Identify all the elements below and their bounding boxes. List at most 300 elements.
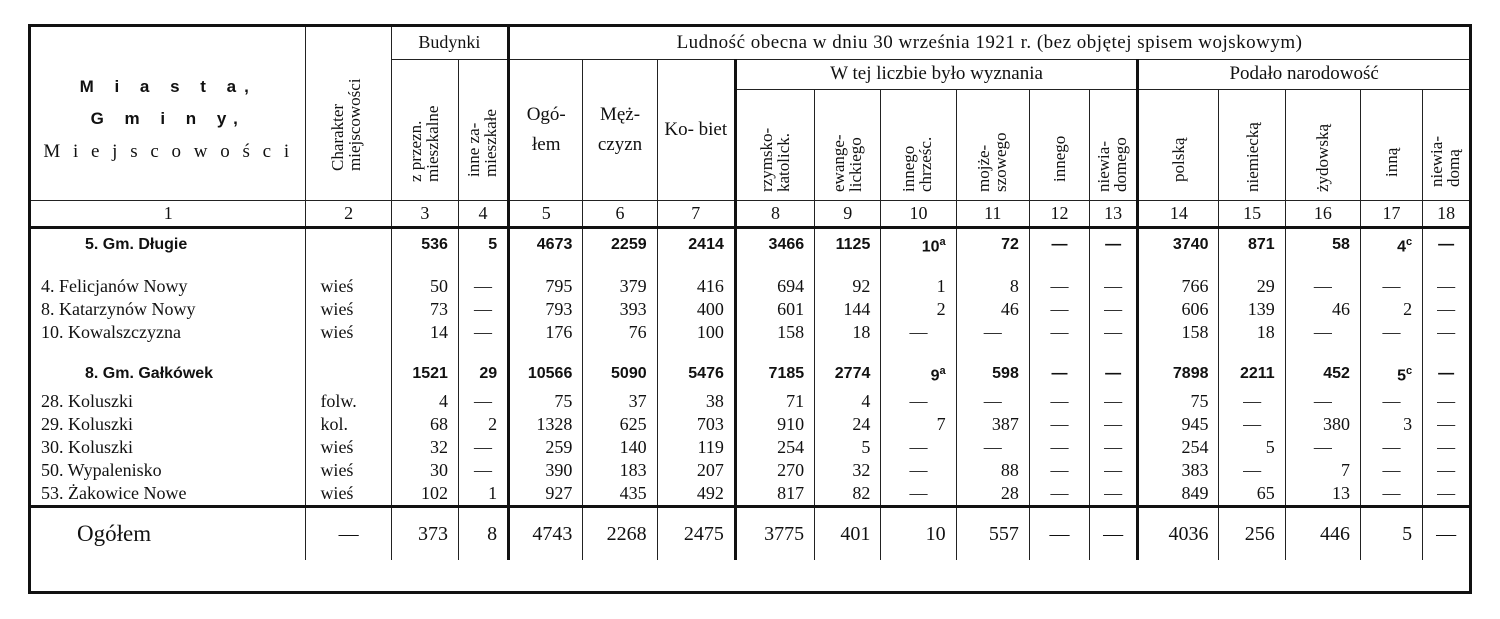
cell-col14 <box>1138 298 1219 321</box>
cell-col6 <box>583 506 657 560</box>
cell-col6 <box>583 413 657 436</box>
row-kind: wieś <box>306 436 391 459</box>
cell-col5 <box>509 227 583 261</box>
spacer-cell <box>1219 344 1285 358</box>
cell-col4 <box>458 506 508 560</box>
cell-value: 606 <box>1181 299 1209 319</box>
spacer-cell <box>881 261 956 275</box>
footnote-marker: c <box>1406 235 1413 248</box>
table-row <box>31 436 1469 459</box>
spacer-cell <box>1423 344 1469 358</box>
cell-col12 <box>1029 227 1089 261</box>
spacer-cell <box>956 344 1029 358</box>
row-name: 8. Gm. Gałkówek <box>85 364 214 382</box>
header-narodowosc: Podało narodowość <box>1138 59 1469 89</box>
cell-col11 <box>956 358 1029 390</box>
cell-col9 <box>815 436 881 459</box>
cell-col14 <box>1138 506 1219 560</box>
cell-col12 <box>1029 275 1089 298</box>
cell-col15 <box>1219 482 1285 507</box>
cell-col5 <box>509 390 583 413</box>
cell-col3 <box>391 298 458 321</box>
cell-value: 5476 <box>688 364 724 382</box>
spacer-cell <box>1029 261 1089 275</box>
cell-col9 <box>815 482 881 507</box>
row-kind: wieś <box>306 459 391 482</box>
cell-col15 <box>1219 321 1285 344</box>
cell-value: — <box>1382 460 1401 480</box>
cell-col5 <box>509 358 583 390</box>
header-col11: mojże- szowego <box>956 89 1029 200</box>
cell-value: — <box>1382 322 1401 342</box>
cell-col10 <box>881 436 956 459</box>
spacer-cell <box>509 344 583 358</box>
table-body <box>31 227 1469 560</box>
cell-col15 <box>1219 506 1285 560</box>
row-name: 10. Kowalszczyzna <box>41 322 181 342</box>
cell-col5 <box>509 459 583 482</box>
spacer-cell <box>1285 344 1360 358</box>
header-col4: inne za- mieszkałe <box>458 59 508 200</box>
cell-col16 <box>1285 459 1360 482</box>
cell-value: — <box>1103 522 1124 545</box>
cell-col4 <box>458 227 508 261</box>
cell-col13 <box>1090 436 1138 459</box>
cell-col7 <box>657 459 735 482</box>
cell-value: — <box>983 322 1002 342</box>
cell-col17 <box>1360 275 1422 298</box>
cell-value: 2774 <box>834 364 871 382</box>
cell-col17 <box>1360 459 1422 482</box>
row-kind: wieś <box>306 298 391 321</box>
cell-col4 <box>458 321 508 344</box>
cell-value: 259 <box>545 437 573 457</box>
spacer-cell <box>1138 261 1219 275</box>
cell-col7 <box>657 298 735 321</box>
cell-col17 <box>1360 298 1422 321</box>
cell-col13 <box>1090 413 1138 436</box>
cell-value: — <box>1104 299 1123 319</box>
cell-col17 <box>1360 390 1422 413</box>
cell-col10 <box>881 321 956 344</box>
cell-col16 <box>1285 321 1360 344</box>
cell-col16 <box>1285 506 1360 560</box>
cell-col18 <box>1423 482 1469 507</box>
cell-value: 401 <box>840 522 871 545</box>
cell-col18 <box>1423 227 1469 261</box>
cell-value: 817 <box>777 483 805 503</box>
cell-value: 492 <box>696 483 724 503</box>
spacer-cell <box>509 261 583 275</box>
cell-value: — <box>1437 437 1456 457</box>
cell-value: 9 <box>930 367 940 385</box>
cell-value: 10 <box>925 522 946 545</box>
cell-value: — <box>1313 276 1332 296</box>
cell-col14 <box>1138 436 1219 459</box>
spacer-cell <box>31 344 306 358</box>
cell-col3 <box>391 321 458 344</box>
header-col17: inną <box>1360 89 1422 200</box>
cell-col10 <box>881 298 956 321</box>
cell-value: 254 <box>1181 437 1209 457</box>
cell-col11 <box>956 482 1029 507</box>
cell-col6 <box>583 298 657 321</box>
cell-col15 <box>1219 275 1285 298</box>
cell-value: 393 <box>619 299 647 319</box>
cell-col16 <box>1285 227 1360 261</box>
cell-value: — <box>1104 437 1123 457</box>
cell-value: 46 <box>1000 299 1019 319</box>
cell-col13 <box>1090 298 1138 321</box>
cell-col10 <box>881 482 956 507</box>
spacer-cell <box>657 344 735 358</box>
cell-value: — <box>474 322 493 342</box>
cell-col18 <box>1423 390 1469 413</box>
row-name: 28. Koluszki <box>41 391 133 411</box>
column-number-16: 16 <box>1285 200 1360 227</box>
cell-value: — <box>1105 364 1122 382</box>
cell-value: — <box>1104 414 1123 434</box>
cell-col9 <box>815 298 881 321</box>
cell-value: 536 <box>421 235 448 253</box>
cell-value: — <box>1050 276 1069 296</box>
spacer-cell <box>881 344 956 358</box>
cell-value: — <box>1051 364 1068 382</box>
cell-value: 871 <box>1248 235 1275 253</box>
row-kind: wieś <box>306 275 391 298</box>
cell-value: — <box>1437 483 1456 503</box>
cell-value: 625 <box>619 414 647 434</box>
row-name: 8. Katarzynów Nowy <box>41 299 196 319</box>
cell-value: 400 <box>696 299 724 319</box>
spacer-cell <box>583 261 657 275</box>
cell-col18 <box>1423 358 1469 390</box>
cell-col9 <box>815 390 881 413</box>
cell-col3 <box>391 436 458 459</box>
cell-col14 <box>1138 358 1219 390</box>
cell-col17 <box>1360 227 1422 261</box>
cell-col13 <box>1090 321 1138 344</box>
cell-col13 <box>1090 358 1138 390</box>
cell-col5 <box>509 506 583 560</box>
cell-col16 <box>1285 358 1360 390</box>
cell-col12 <box>1029 413 1089 436</box>
cell-col16 <box>1285 413 1360 436</box>
cell-col17 <box>1360 321 1422 344</box>
row-kind: kol. <box>306 413 391 436</box>
row-kind: wieś <box>306 321 391 344</box>
header-ludnosc: Ludność obecna w dniu 30 września 1921 r. (bez objętej spisem wojskowym) <box>509 27 1469 59</box>
cell-col6 <box>583 390 657 413</box>
cell-value: 5 <box>1402 522 1413 545</box>
cell-value: 4 <box>861 391 871 411</box>
cell-col13 <box>1090 506 1138 560</box>
cell-value: 102 <box>420 483 448 503</box>
spacer-cell <box>815 344 881 358</box>
cell-value: 2475 <box>683 522 724 545</box>
spacer-cell <box>1090 261 1138 275</box>
row-name: 29. Koluszki <box>41 414 133 434</box>
cell-col9 <box>815 275 881 298</box>
cell-value: 270 <box>777 460 805 480</box>
cell-value: 32 <box>429 437 448 457</box>
cell-value: 2259 <box>611 235 647 253</box>
cell-value: — <box>1382 391 1401 411</box>
cell-col9 <box>815 227 881 261</box>
cell-value: 72 <box>1001 235 1019 253</box>
cell-col5 <box>509 413 583 436</box>
spacer-cell <box>391 261 458 275</box>
row-kind: — <box>306 506 391 560</box>
cell-col14 <box>1138 321 1219 344</box>
cell-col8 <box>735 358 814 390</box>
cell-value: — <box>1050 414 1069 434</box>
cell-col8 <box>735 298 814 321</box>
cell-value: 5 <box>488 235 498 253</box>
cell-value: 379 <box>619 276 647 296</box>
cell-value: 50 <box>429 276 448 296</box>
column-number-18: 18 <box>1423 200 1469 227</box>
cell-value: 183 <box>619 460 647 480</box>
cell-col5 <box>509 321 583 344</box>
statistics-table-frame <box>28 24 1472 594</box>
cell-col11 <box>956 227 1029 261</box>
column-number-5: 5 <box>509 200 583 227</box>
cell-value: 75 <box>1190 391 1209 411</box>
cell-value: 254 <box>777 437 805 457</box>
cell-value: 4 <box>438 391 448 411</box>
cell-col12 <box>1029 459 1089 482</box>
spacer-cell <box>306 261 391 275</box>
cell-value: 28 <box>1000 483 1019 503</box>
cell-value: 2 <box>1403 299 1413 319</box>
spacer-cell <box>657 261 735 275</box>
cell-col13 <box>1090 482 1138 507</box>
spacer-cell <box>815 261 881 275</box>
cell-col12 <box>1029 482 1089 507</box>
cell-col4 <box>458 275 508 298</box>
cell-value: 158 <box>777 322 805 342</box>
cell-col11 <box>956 275 1029 298</box>
column-number-17: 17 <box>1360 200 1422 227</box>
table-row <box>31 390 1469 413</box>
cell-col12 <box>1029 506 1089 560</box>
cell-value: 373 <box>417 522 448 545</box>
row-name: 50. Wypalenisko <box>41 460 162 480</box>
cell-value: 3775 <box>764 522 805 545</box>
cell-value: 4673 <box>536 235 573 253</box>
column-number-14: 14 <box>1138 200 1219 227</box>
cell-value: 8 <box>1009 276 1019 296</box>
cell-col11 <box>956 321 1029 344</box>
row-kind: folw. <box>306 390 391 413</box>
cell-value: — <box>1437 299 1456 319</box>
cell-value: — <box>909 437 928 457</box>
cell-col4 <box>458 358 508 390</box>
header-col10: innego chrześc. <box>881 89 956 200</box>
cell-value: 3740 <box>1172 235 1209 253</box>
cell-value: 119 <box>697 437 724 457</box>
cell-value: — <box>474 299 493 319</box>
spacer-row <box>31 344 1469 358</box>
cell-value: 92 <box>852 276 871 296</box>
cell-value: 8 <box>487 522 498 545</box>
cell-value: 945 <box>1181 414 1209 434</box>
header-miejscowosci: M i e j s c o w o ś c i <box>43 141 294 163</box>
cell-col9 <box>815 506 881 560</box>
cell-col7 <box>657 358 735 390</box>
cell-value: 68 <box>429 414 448 434</box>
header-col12: innego <box>1029 89 1089 200</box>
cell-col9 <box>815 358 881 390</box>
cell-value: — <box>1436 522 1457 545</box>
header-gminy: G m i n y, <box>90 109 246 129</box>
cell-col8 <box>735 482 814 507</box>
cell-value: — <box>1104 391 1123 411</box>
cell-col4 <box>458 390 508 413</box>
cell-value: — <box>1313 391 1332 411</box>
cell-col3 <box>391 227 458 261</box>
cell-value: — <box>909 391 928 411</box>
cell-col17 <box>1360 358 1422 390</box>
cell-value: 38 <box>705 391 724 411</box>
cell-value: 601 <box>777 299 805 319</box>
cell-col10 <box>881 413 956 436</box>
cell-value: — <box>1438 235 1455 253</box>
cell-col9 <box>815 321 881 344</box>
cell-col10 <box>881 390 956 413</box>
header-col8: rzymsko- katolick. <box>735 89 814 200</box>
cell-col9 <box>815 459 881 482</box>
spacer-row <box>31 261 1469 275</box>
cell-col17 <box>1360 413 1422 436</box>
cell-col11 <box>956 390 1029 413</box>
cell-col3 <box>391 358 458 390</box>
header-col13: niewia- domego <box>1090 89 1138 200</box>
row-name: 30. Koluszki <box>41 437 133 457</box>
cell-col3 <box>391 413 458 436</box>
cell-value: 446 <box>1319 522 1350 545</box>
header-col1 <box>31 27 306 200</box>
header-col14: polską <box>1138 89 1219 200</box>
cell-value: — <box>1437 276 1456 296</box>
table-row <box>31 275 1469 298</box>
cell-value: 910 <box>777 414 805 434</box>
cell-value: — <box>1051 235 1068 253</box>
column-number-3: 3 <box>391 200 458 227</box>
cell-value: 29 <box>479 364 498 382</box>
cell-value: — <box>983 391 1002 411</box>
cell-value: 13 <box>1331 483 1350 503</box>
footnote-marker: a <box>939 364 946 377</box>
spacer-cell <box>1360 344 1422 358</box>
cell-col18 <box>1423 459 1469 482</box>
cell-col15 <box>1219 459 1285 482</box>
cell-value: 7898 <box>1172 364 1209 382</box>
spacer-cell <box>458 261 508 275</box>
cell-col13 <box>1090 390 1138 413</box>
cell-value: — <box>1243 460 1262 480</box>
row-name: 53. Żakowice Nowe <box>41 483 187 503</box>
cell-col14 <box>1138 275 1219 298</box>
column-number-12: 12 <box>1029 200 1089 227</box>
cell-value: 849 <box>1181 483 1209 503</box>
spacer-cell <box>735 344 814 358</box>
cell-value: — <box>1104 322 1123 342</box>
cell-col15 <box>1219 358 1285 390</box>
cell-value: — <box>1437 391 1456 411</box>
cell-value: 766 <box>1181 276 1209 296</box>
cell-value: 7185 <box>768 364 805 382</box>
cell-value: — <box>909 483 928 503</box>
cell-value: 2268 <box>606 522 647 545</box>
spacer-cell <box>306 344 391 358</box>
cell-value: — <box>1050 299 1069 319</box>
cell-col3 <box>391 275 458 298</box>
cell-value: 82 <box>852 483 871 503</box>
cell-col18 <box>1423 275 1469 298</box>
cell-col7 <box>657 482 735 507</box>
cell-col13 <box>1090 459 1138 482</box>
cell-value: — <box>1104 460 1123 480</box>
cell-value: 1 <box>936 276 946 296</box>
header-col15: niemiecką <box>1219 89 1285 200</box>
cell-col18 <box>1423 298 1469 321</box>
cell-col12 <box>1029 298 1089 321</box>
cell-value: 5 <box>861 437 871 457</box>
cell-value: 435 <box>619 483 647 503</box>
cell-value: 1521 <box>412 364 448 382</box>
cell-value: 10 <box>921 238 940 256</box>
cell-value: 14 <box>429 322 448 342</box>
cell-value: 139 <box>1247 299 1275 319</box>
cell-value: — <box>1382 483 1401 503</box>
cell-value: — <box>909 322 928 342</box>
cell-value: 140 <box>619 437 647 457</box>
cell-col4 <box>458 298 508 321</box>
cell-col4 <box>458 436 508 459</box>
cell-col16 <box>1285 298 1360 321</box>
cell-value: 4743 <box>532 522 573 545</box>
cell-col5 <box>509 482 583 507</box>
spacer-cell <box>1360 261 1422 275</box>
table-row <box>31 482 1469 507</box>
cell-value: 390 <box>545 460 573 480</box>
column-number-4: 4 <box>458 200 508 227</box>
cell-value: 71 <box>786 391 805 411</box>
cell-col6 <box>583 482 657 507</box>
spacer-cell <box>1219 261 1285 275</box>
cell-col15 <box>1219 298 1285 321</box>
cell-value: 387 <box>991 414 1019 434</box>
header-col3: z przezn. mieszkalne <box>391 59 458 200</box>
cell-value: — <box>1050 437 1069 457</box>
cell-value: 88 <box>1000 460 1019 480</box>
group-row <box>31 358 1469 390</box>
row-kind: wieś <box>306 482 391 507</box>
cell-col8 <box>735 390 814 413</box>
cell-value: 100 <box>696 322 724 342</box>
cell-value: 380 <box>1322 414 1350 434</box>
cell-col9 <box>815 413 881 436</box>
cell-value: 10566 <box>527 364 573 382</box>
header-col5: Ogó- łem <box>509 59 583 200</box>
cell-value: 46 <box>1331 299 1350 319</box>
cell-value: — <box>1382 437 1401 457</box>
cell-col7 <box>657 321 735 344</box>
column-number-13: 13 <box>1090 200 1138 227</box>
cell-col6 <box>583 436 657 459</box>
